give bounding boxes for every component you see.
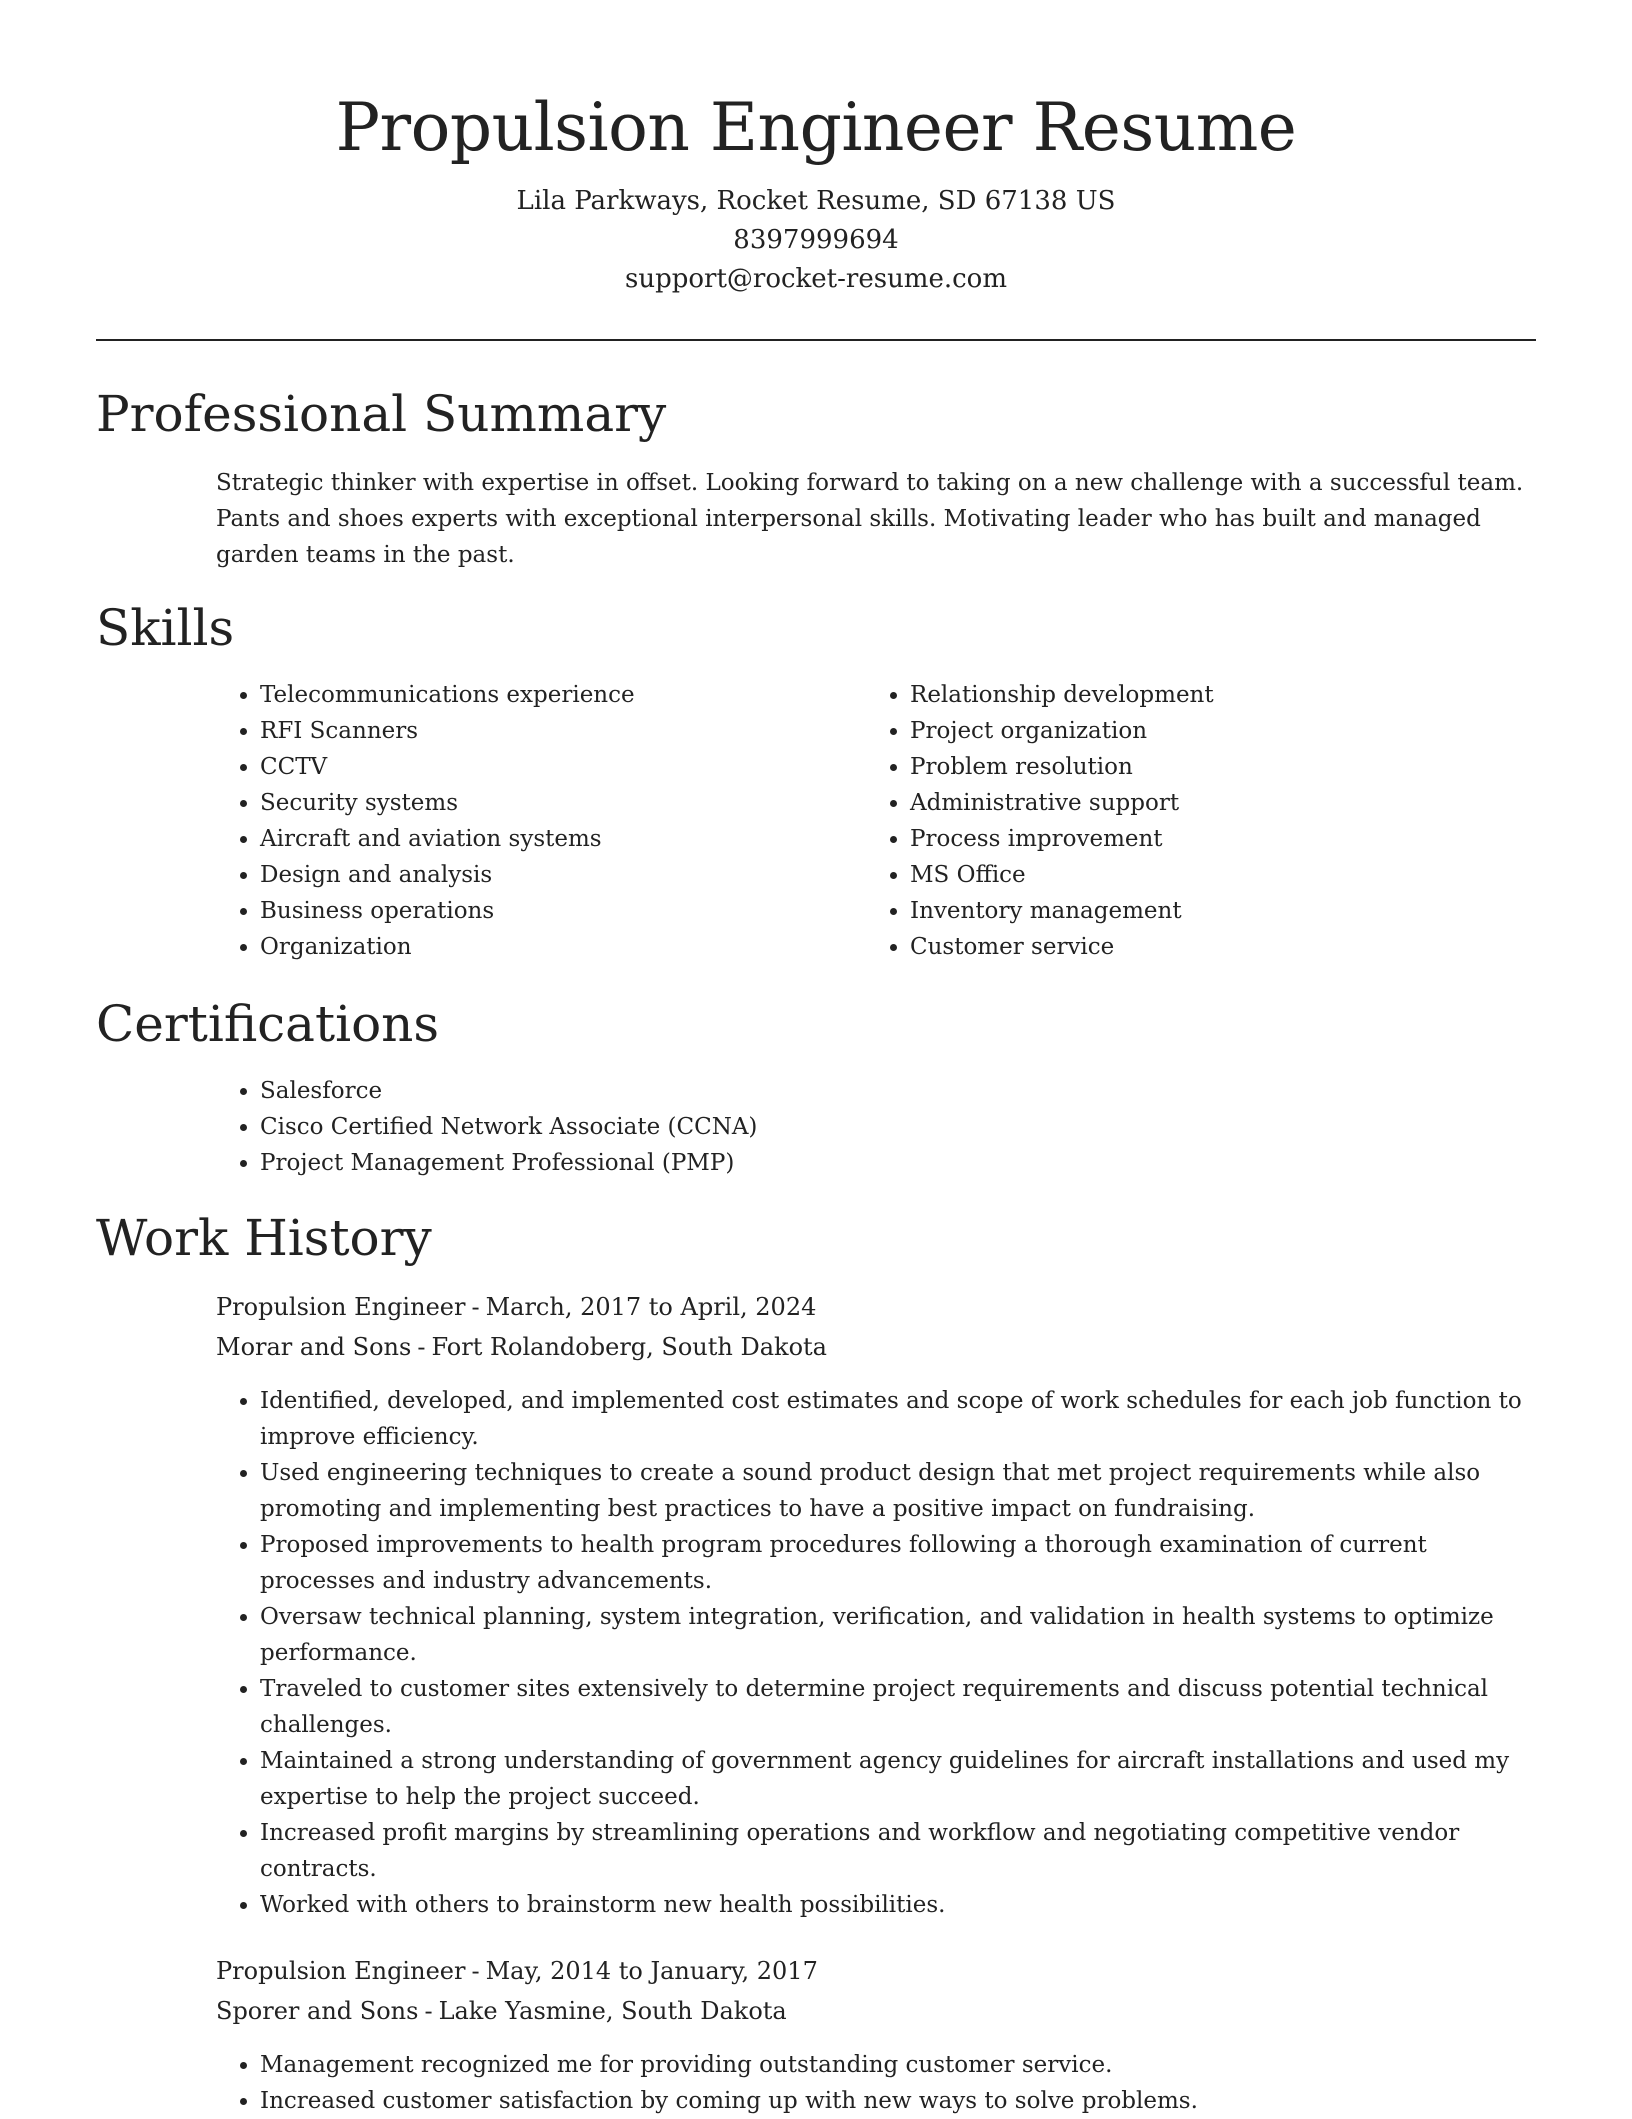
skills-column-right: [866, 677, 1516, 965]
section-title-summary: Professional Summary: [96, 385, 667, 443]
job-dates: March, 2017 to April, 2024: [485, 1293, 817, 1321]
job-entry: [216, 1287, 1536, 1923]
contact-email: support@rocket-resume.com: [624, 264, 1007, 294]
job-title: Propulsion Engineer: [216, 1957, 466, 1985]
skill-item: • Administrative support: [910, 785, 1516, 821]
skill-item: • Customer service: [910, 929, 1516, 965]
separator: -: [417, 1333, 426, 1361]
job-entry: [216, 1951, 1536, 2119]
resume-header: [0, 0, 1632, 299]
skill-item: • Business operations: [260, 893, 866, 929]
certification-item: • Salesforce: [260, 1073, 1632, 1109]
header-divider: [96, 339, 1536, 341]
skill-item: • Security systems: [260, 785, 866, 821]
contact-phone: 8397999694: [733, 225, 899, 255]
job-company: Sporer and Sons: [216, 1997, 419, 2025]
skill-item: • Inventory management: [910, 893, 1516, 929]
skill-item: • Telecommunications experience: [260, 677, 866, 713]
job-bullet: • Traveled to customer sites extensively to determine project requirements and discuss potential technical challenges.: [260, 1671, 1536, 1743]
skills-column-left: [216, 677, 866, 965]
job-bullet: • Proposed improvements to health program procedures following a thorough examination of current processes and industry advancements.: [260, 1527, 1536, 1599]
job-bullet: • Identified, developed, and implemented cost estimates and scope of work schedules for each job function to improve efficiency.: [260, 1383, 1536, 1455]
skill-item: • Organization: [260, 929, 866, 965]
skill-item: • Design and analysis: [260, 857, 866, 893]
certifications-list: [0, 1073, 1632, 1181]
summary-text: Strategic thinker with expertise in offset. Looking forward to taking on a new challenge with a successful team. Pants and shoes experts with exceptional interpersonal skills. Motivating leader who has built and managed garden teams in the past.: [216, 470, 1524, 568]
job-title-line: [216, 1951, 1536, 1991]
separator: -: [471, 1293, 480, 1321]
certification-item: • Project Management Professional (PMP): [260, 1145, 1632, 1181]
page-title: Propulsion Engineer Resume: [335, 89, 1297, 166]
skill-item: • CCTV: [260, 749, 866, 785]
job-bullet: • Used engineering techniques to create a sound product design that met project requirements while also promoting and implementing best practices to have a positive impact on fundraising.: [260, 1455, 1536, 1527]
skill-item: • Project organization: [910, 713, 1516, 749]
section-title-work-history: Work History: [96, 1209, 432, 1267]
section-title-certifications: Certifications: [96, 995, 440, 1053]
contact-address: Lila Parkways, Rocket Resume, SD 67138 US: [516, 186, 1116, 216]
job-bullet: • Maintained a strong understanding of government agency guidelines for aircraft installations and used my expertise to help the project succeed.: [260, 1743, 1536, 1815]
skill-item: • Relationship development: [910, 677, 1516, 713]
skill-item: • MS Office: [910, 857, 1516, 893]
skill-item: • Problem resolution: [910, 749, 1516, 785]
separator: -: [471, 1957, 480, 1985]
job-bullets: [216, 1383, 1536, 1923]
job-location: Lake Yasmine, South Dakota: [438, 1997, 787, 2025]
job-bullet: • Increased customer satisfaction by coming up with new ways to solve problems.: [260, 2083, 1536, 2119]
job-dates: May, 2014 to January, 2017: [485, 1957, 818, 1985]
skills-grid: [0, 677, 1632, 965]
job-bullets: [216, 2047, 1536, 2119]
job-bullet: • Worked with others to brainstorm new health possibilities.: [260, 1887, 1536, 1923]
section-title-skills: Skills: [96, 599, 235, 657]
job-bullet: • Increased profit margins by streamlining operations and workflow and negotiating competitive vendor contracts.: [260, 1815, 1536, 1887]
job-bullet: • Oversaw technical planning, system integration, verification, and validation in health systems to optimize performance.: [260, 1599, 1536, 1671]
contact-info: [0, 182, 1632, 299]
job-bullet: • Management recognized me for providing outstanding customer service.: [260, 2047, 1536, 2083]
skill-item: • Process improvement: [910, 821, 1516, 857]
skill-item: • RFI Scanners: [260, 713, 866, 749]
certification-item: • Cisco Certified Network Associate (CCNA): [260, 1109, 1632, 1145]
job-location: Fort Rolandoberg, South Dakota: [431, 1333, 827, 1361]
skill-item: • Aircraft and aviation systems: [260, 821, 866, 857]
job-company: Morar and Sons: [216, 1333, 412, 1361]
job-company-line: [216, 1327, 1536, 1367]
job-title: Propulsion Engineer: [216, 1293, 466, 1321]
separator: -: [424, 1997, 433, 2025]
job-company-line: [216, 1991, 1536, 2031]
job-title-line: [216, 1287, 1536, 1327]
